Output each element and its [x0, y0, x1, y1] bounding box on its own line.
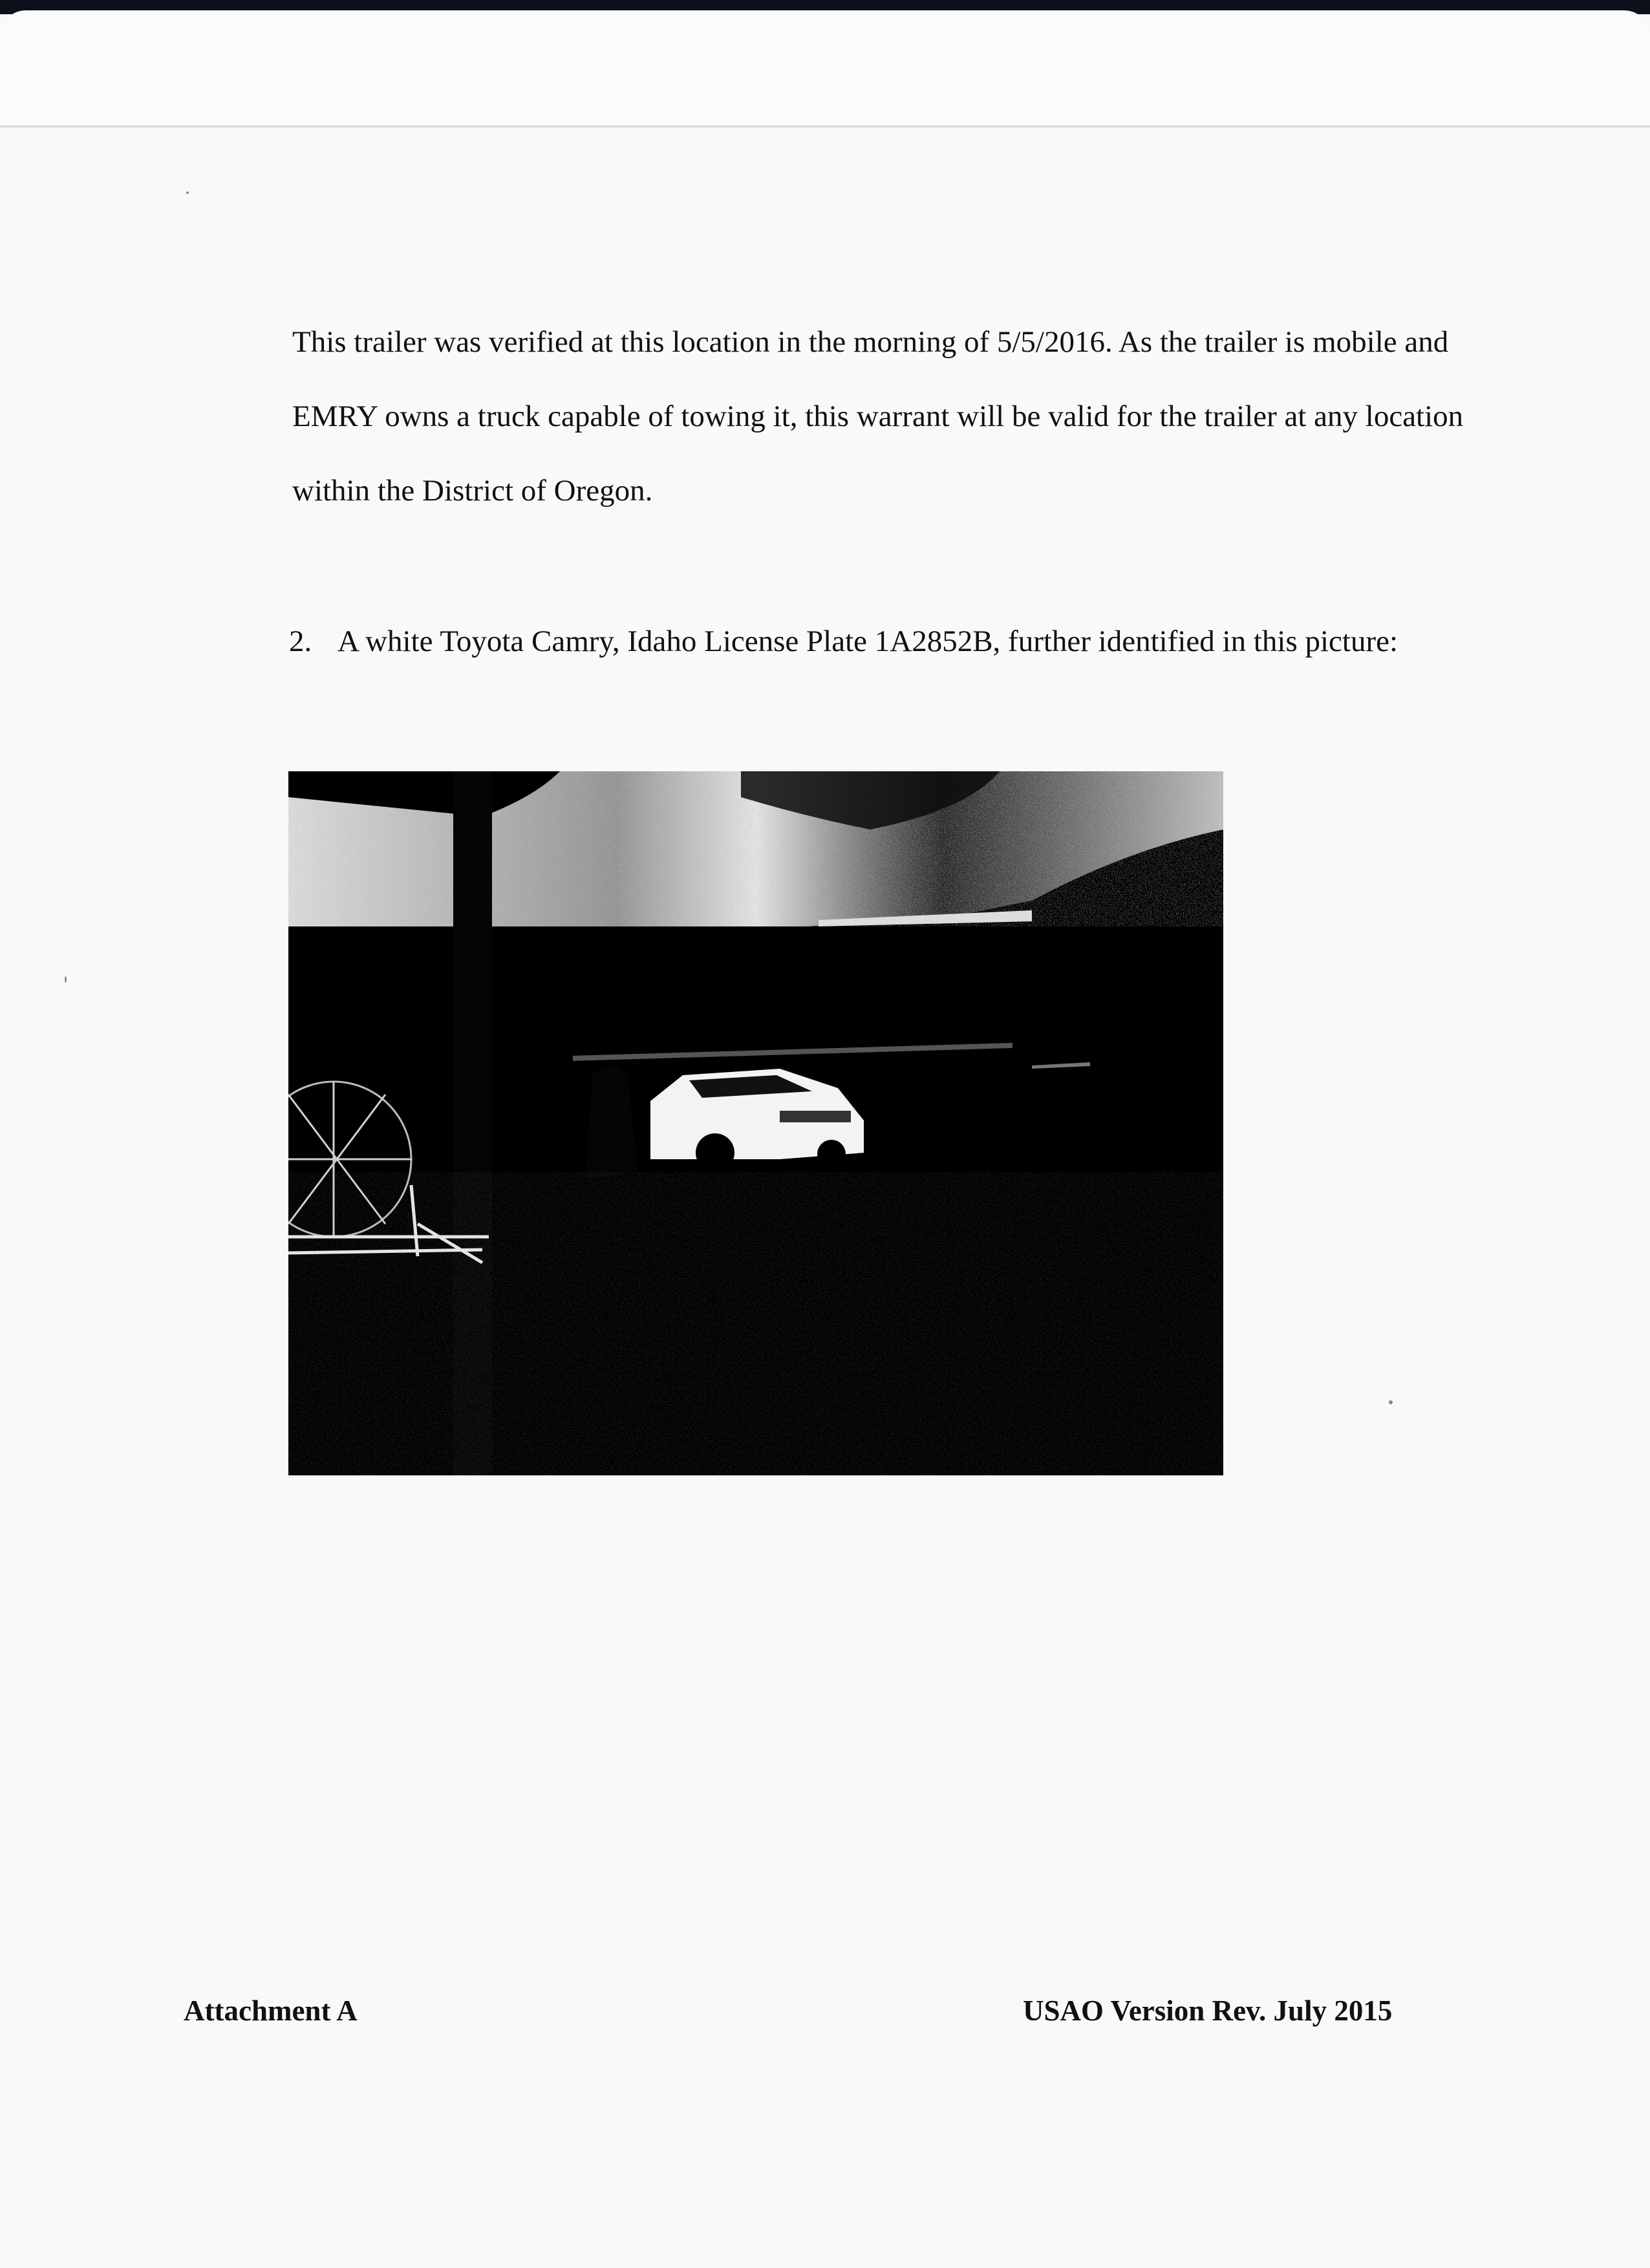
vehicle-photo: [288, 771, 1223, 1475]
list-item-text: A white Toyota Camry, Idaho License Plate 1A2852B, further identified in this picture:: [338, 625, 1398, 658]
list-item-number: 2.: [289, 625, 312, 658]
trailer-location-paragraph: This trailer was verified at this location in the morning of 5/5/2016. As the trailer is mobile and EMRY owns a truck capable of towing it, this warrant will be valid for the trailer at any location within the District of Oregon.: [292, 325, 1464, 508]
footer-attachment-label: Attachment A: [184, 1995, 358, 2027]
vehicle-photo-image: [288, 771, 1223, 1475]
scan-speck: [1389, 1400, 1393, 1404]
scan-page-edge: [0, 10, 1650, 127]
scan-speck: [186, 191, 189, 194]
scan-speck: [65, 976, 67, 983]
footer-version-label: USAO Version Rev. July 2015: [1023, 1995, 1393, 2027]
